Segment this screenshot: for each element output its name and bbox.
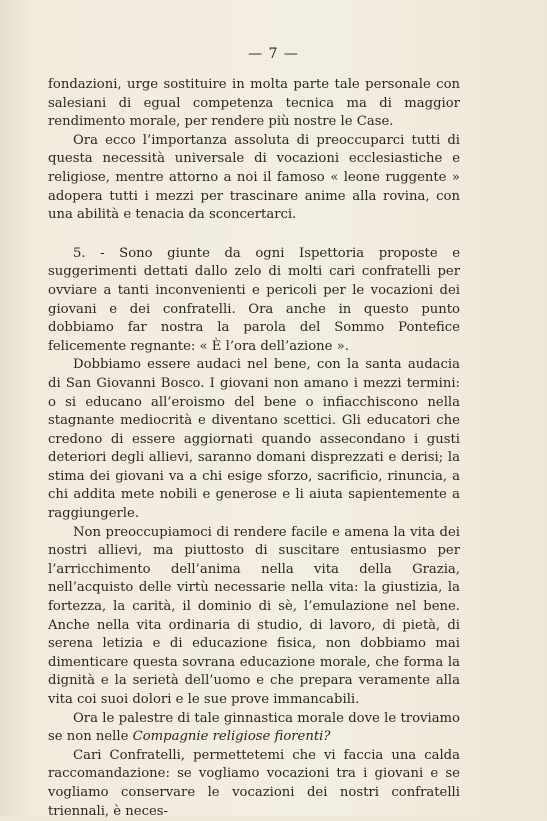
paragraph xyxy=(48,710,460,747)
body-text xyxy=(48,76,460,821)
paragraph-text: Ora le palestre di tale ginnastica morale dove le troviamo se non nelle xyxy=(48,710,460,745)
paragraph: Non preoccupiamoci di rendere facile e amena la vita dei nostri allievi, ma piuttosto di suscitare entusiasmo per l’arricchimento dell’anima nella vita della Grazia, nell’acquisto delle virtù necessarie nella vita: la giustizia, la fortezza, la carità, il dominio di sè, l’emulazione nel bene. Anche nella vita ordinaria di studio, di lavoro, di pietà, di serena letizia e di educazione fisica, non dobbiamo mai dimenticare questa sovrana educazione morale, che forma la dignità e la serietà dell’uomo e che prepara veramente alla vita coi suoi dolori e le sue prove immancabili. xyxy=(48,524,460,707)
italic-phrase: Compagnie religiose fiorenti? xyxy=(132,729,331,745)
paragraph: Ora ecco l’importanza assoluta di preoccuparci tutti di questa necessità universale di vocazioni ecclesiastiche e religiose, mentre attorno a noi il famoso « leone ruggente » adopera tutti i mezzi per trascinare anime alla rovina, con una abilità e tenacia da sconcertarci. xyxy=(48,132,460,223)
paragraph: fondazioni, urge sostituire in molta parte tale personale con salesiani di egual competenza tecnica ma di maggior rendimento morale, per rendere più nostre le Case. xyxy=(48,77,460,130)
page-number: — 7 — xyxy=(248,46,299,62)
paragraph: Dobbiamo essere audaci nel bene, con la santa audacia di San Giovanni Bosco. I giovani non amano i mezzi termini: o si educano all’eroismo del bene o infiacchiscono nella stagnante mediocrità e diventano scettici. Gli educatori che credono di essere aggiornati quando assecondano i gusti deteriori degli allievi, saranno domani disprezzati e derisi; la stima dei giovani va a chi esige sforzo, sacrificio, rinuncia, a chi addita mete nobili e generose e li aiuta sapientemente a raggiungerle. xyxy=(48,357,460,522)
paragraph: Cari Confratelli, permettetemi che vi faccia una calda raccomandazione: se vogliamo vocazioni tra i giovani e se vogliamo conservare le vocazioni dei nostri confratelli triennali, è neces- xyxy=(48,747,460,819)
paragraph: 5. - Sono giunte da ogni Ispettoria proposte e suggerimenti dettati dallo zelo di molti cari confratelli per ovviare a tanti inconvenienti e pericoli per le vocazioni dei giovani e dei confratelli. Ora anche in questo punto dobbiamo far nostra la parola del Sommo Pontefice felicemente regnante: « È l’ora dell’azione ». xyxy=(48,245,460,354)
